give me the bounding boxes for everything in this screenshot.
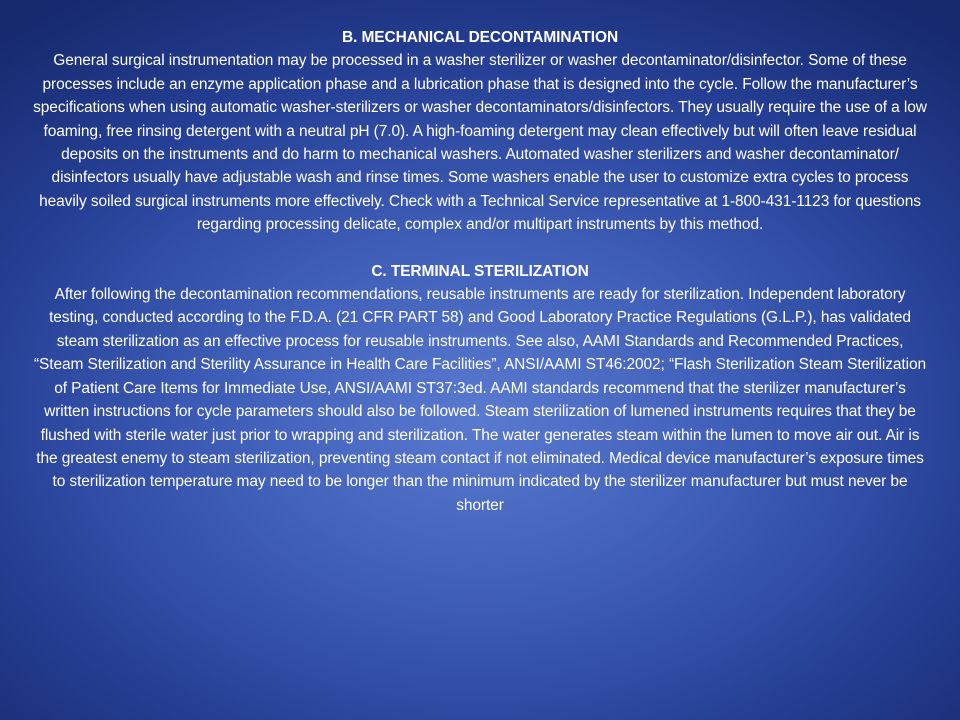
section-c-body: After following the decontamination recommendations, reusable instruments are ready for sterilization. Independent laboratory testing, conducted according to the F.D.A. (21 CFR PART 58) and Good Laboratory Practice Regulations (G.L.P.), has validated steam sterilization as an effective process for reusable instruments. See also, AAMI Standards and Recommended Practices, “Steam Sterilization and Sterility Assurance in Health Care Facilities”, ANSI/AAMI ST46:2002; “Flash Sterilization Steam Sterilization of Patient Care Items for Immediate Use, ANSI/AAMI ST37:3ed. AAMI standards recommend that the sterilizer manufacturer’s written instructions for cycle parameters should also be followed. Steam sterilization of lumened instruments requires that they be flushed with sterile water just prior to wrapping and sterilization. The water generates steam within the lumen to move air out. Air is the greatest enemy to steam sterilization, preventing steam contact if not eliminated. Medical device manufacturer’s exposure times to sterilization temperature may need to be longer than the minimum indicated by the sterilizer manufacturer but must never be shorter <box>33 286 926 514</box>
section-spacer <box>30 237 930 260</box>
section-b-body: General surgical instrumentation may be processed in a washer sterilizer or washer decontaminator/disinfector. Some of these processes include an enzyme application phase and a lubrication phase that is designed into the cycle. Follow the manufacturer’s specifications when using automatic washer-sterilizers or washer decontaminators/disinfectors. They usually require the use of a low foaming, free rinsing detergent with a neutral pH (7.0). A high-foaming detergent may clean effectively but will often leave residual deposits on the instruments and do harm to mechanical washers. Automated washer sterilizers and washer decontaminator/ disinfectors usually have adjustable wash and rinse times. Some washers enable the user to customize extra cycles to process heavily soiled surgical instruments more effectively. Check with a Technical Service representative at 1-800-431-1123 for questions regarding processing delicate, complex and/or multipart instruments by this method. <box>33 52 927 234</box>
slide-content <box>30 26 930 517</box>
section-b-heading: B. MECHANICAL DECONTAMINATION <box>341 29 619 46</box>
section-c-heading: C. TERMINAL STERILIZATION <box>371 262 589 280</box>
